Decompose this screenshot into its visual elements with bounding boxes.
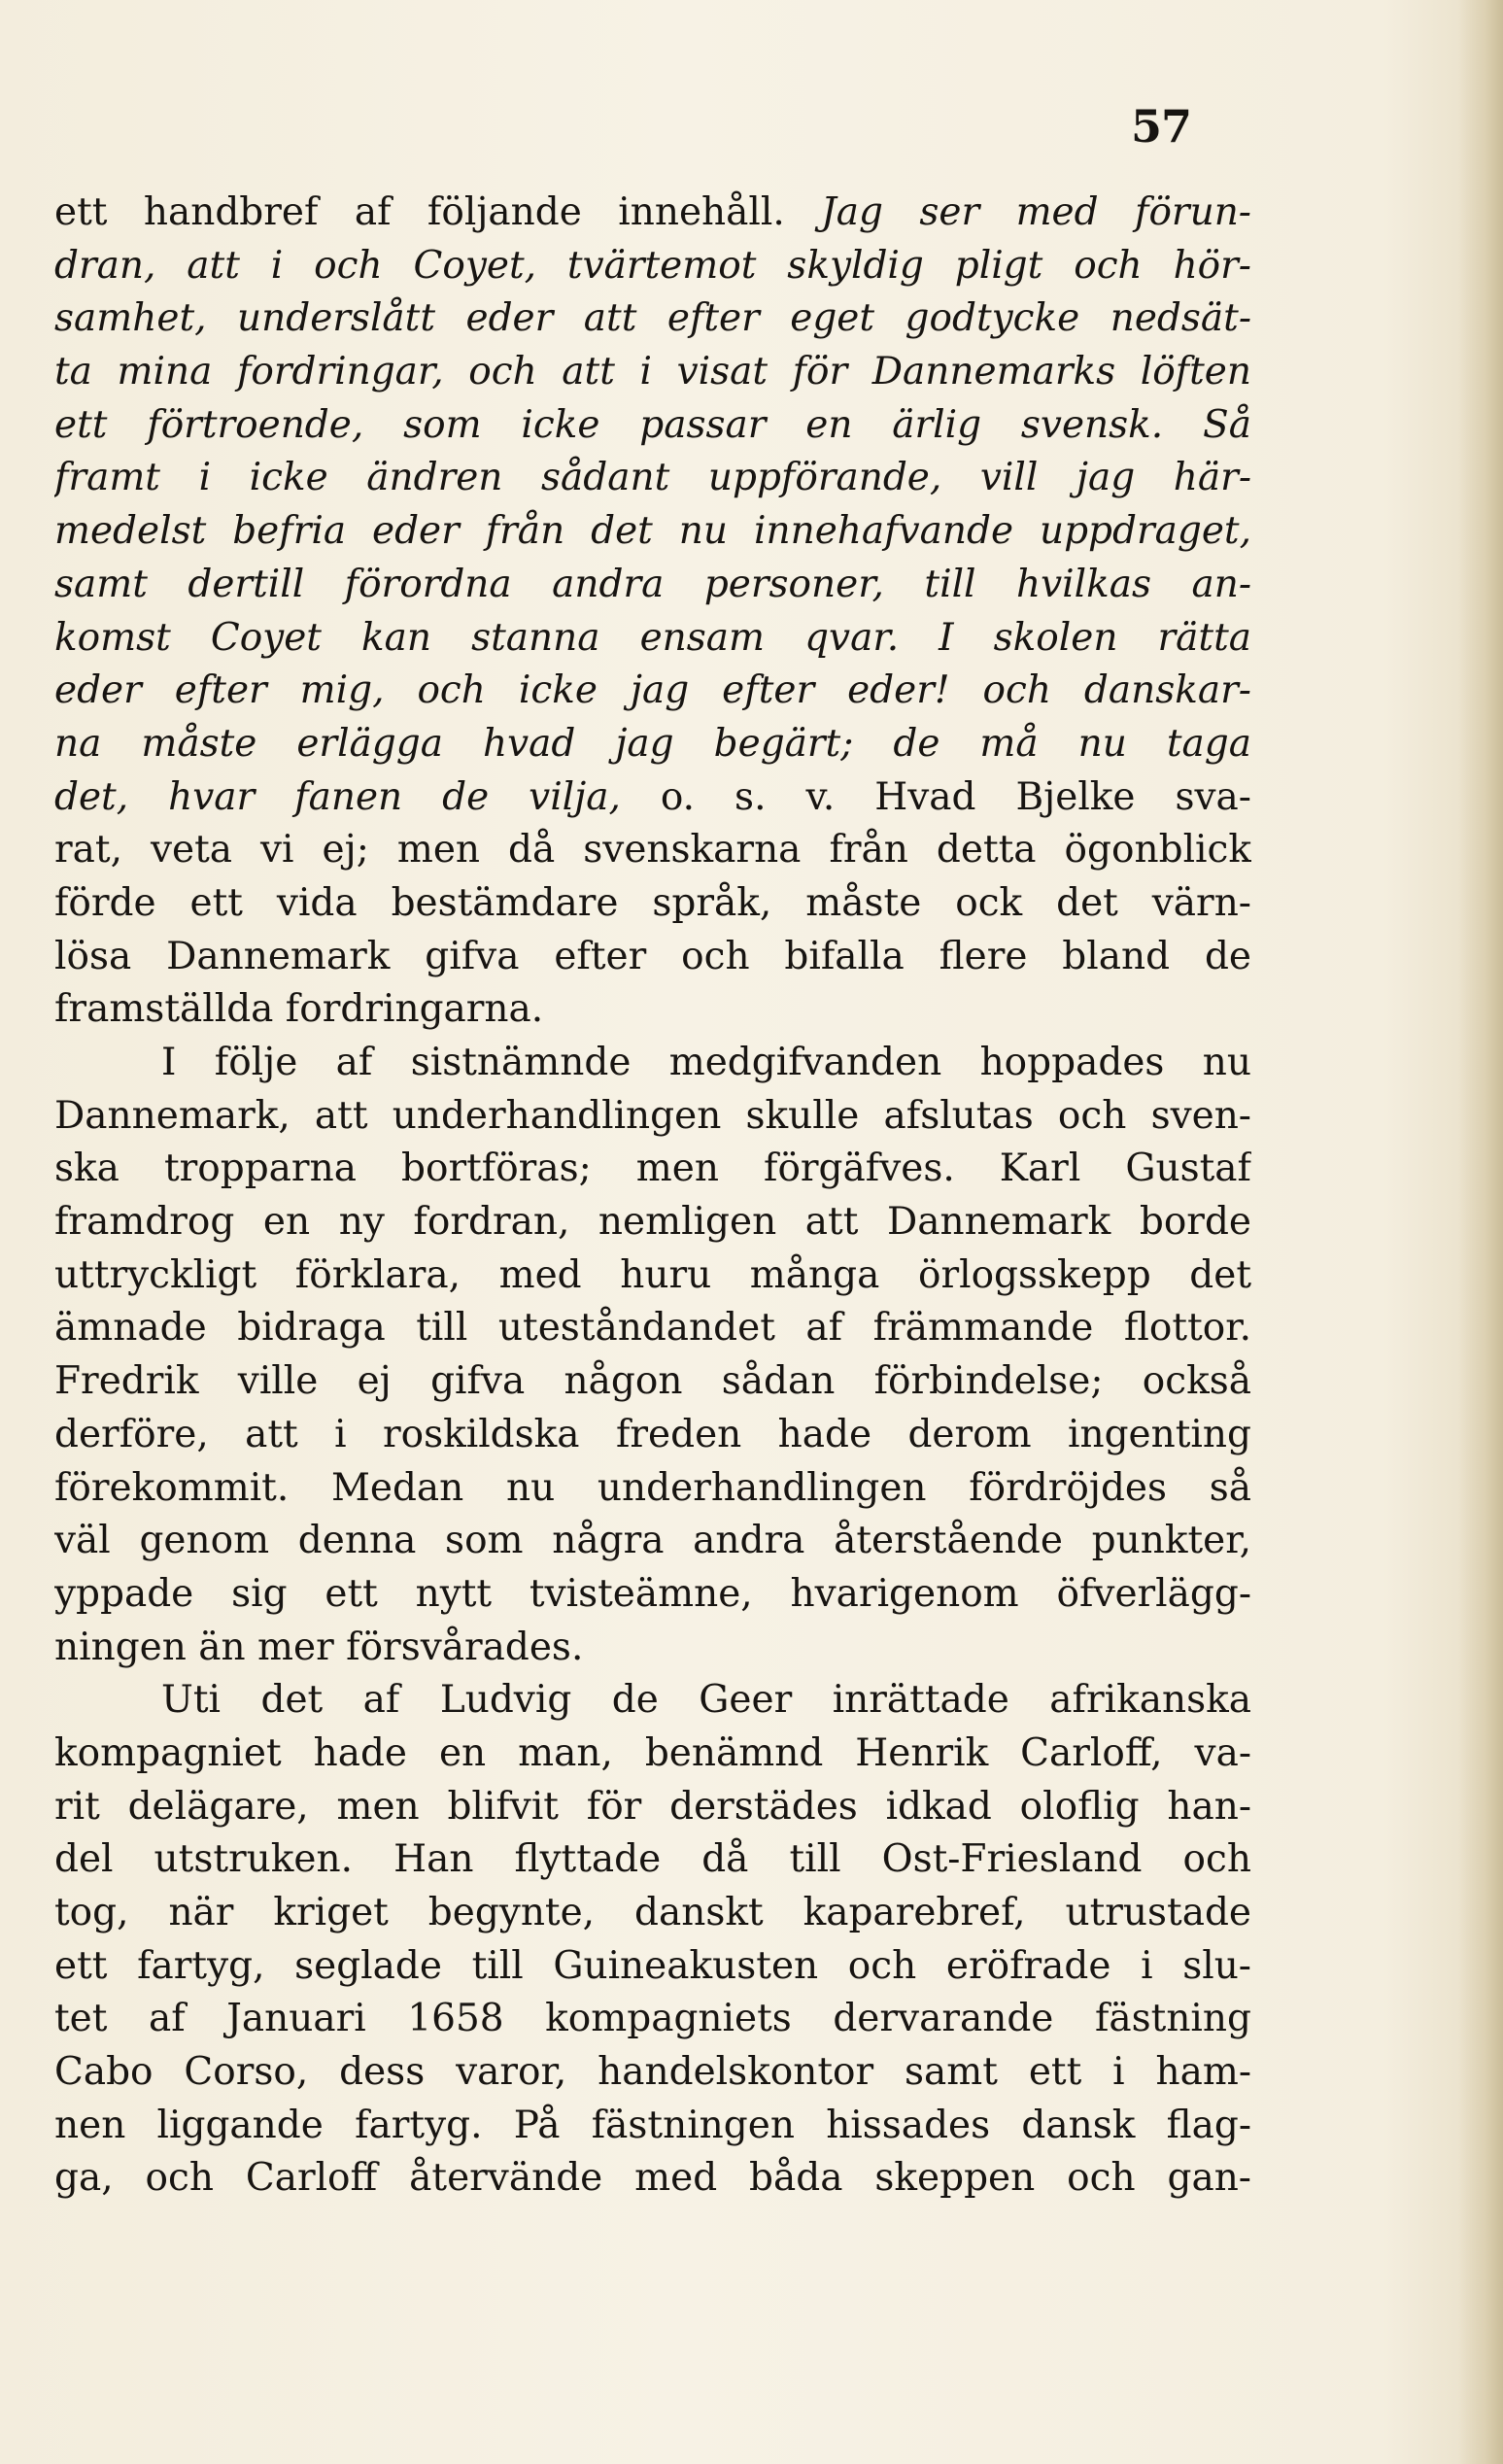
italic-text-segment: framt i icke ändren sådant uppförande, vill jag här-	[54, 456, 1251, 500]
text-line	[54, 292, 1251, 346]
italic-text-segment: dran, att i och Coyet, tvärtemot skyldig pligt och hör-	[54, 243, 1251, 288]
text-line	[54, 931, 1251, 984]
text-line	[54, 1674, 1251, 1728]
text-segment: ämnade bidraga till uteståndandet af främmande flottor.	[54, 1306, 1251, 1351]
text-segment: ningen än mer försvårades.	[54, 1625, 584, 1669]
text-line	[54, 665, 1251, 718]
text-line	[54, 1622, 1251, 1675]
text-line	[54, 559, 1251, 612]
text-line	[54, 877, 1251, 931]
page-edge-shadow	[1458, 0, 1503, 2464]
text-segment: o. s. v. Hvad Bjelke sva-	[660, 774, 1251, 819]
italic-text-segment: eder efter mig, och icke jag efter eder! och danskar-	[54, 668, 1251, 713]
text-segment: lösa Dannemark gifva efter och bifalla flere bland de	[54, 934, 1251, 978]
text-line	[54, 1833, 1251, 1887]
text-line	[54, 771, 1251, 825]
italic-text-segment: det, hvar fanen de vilja,	[54, 774, 661, 819]
text-segment: del utstruken. Han flyttade då till Ost-Friesland och	[54, 1837, 1251, 1882]
text-line	[54, 1568, 1251, 1622]
text-line	[54, 1302, 1251, 1355]
text-segment: tet af Januari 1658 kompagniets dervarande fästning	[54, 1997, 1251, 2041]
text-segment: nen liggande fartyg. På fästningen hissades dansk flag-	[54, 2103, 1251, 2147]
text-segment: förde ett vida bestämdare språk, måste ock det värn-	[54, 880, 1251, 925]
italic-text-segment: samhet, underslått eder att efter eget godtycke nedsät-	[54, 296, 1251, 341]
text-line	[54, 2152, 1251, 2206]
text-line	[54, 1143, 1251, 1196]
text-segment: Cabo Corso, dess varor, handelskontor samt ett i ham-	[54, 2050, 1251, 2095]
text-line	[54, 1249, 1251, 1303]
text-segment: ga, och Carloff återvände med båda skeppen och gan-	[54, 2156, 1251, 2201]
text-segment: Uti det af Ludvig de Geer inrättade afrikanska	[161, 1678, 1251, 1723]
text-line	[54, 187, 1251, 240]
text-segment: rit delägare, men blifvit för derstädes idkad oloflig han-	[54, 1784, 1251, 1829]
italic-text-segment: samt dertill förordna andra personer, till hvilkas an-	[54, 562, 1251, 606]
text-line	[54, 1355, 1251, 1409]
text-line	[54, 1462, 1251, 1516]
text-line	[54, 612, 1251, 666]
text-segment: derföre, att i roskildska freden hade derom ingenting	[54, 1412, 1251, 1456]
text-segment: ett fartyg, seglade till Guineakusten och eröfrade i slu-	[54, 1943, 1251, 1988]
italic-text-segment: ett förtroende, som icke passar en ärlig svensk. Så	[54, 402, 1251, 447]
text-segment: framdrog en ny fordran, nemligen att Dannemark borde	[54, 1200, 1251, 1245]
text-line	[54, 1887, 1251, 1940]
text-line	[54, 452, 1251, 505]
italic-text-segment: ta mina fordringar, och att i visat för Dannemarks löften	[54, 350, 1251, 394]
text-line	[54, 399, 1251, 453]
text-segment: väl genom denna som några andra återstående punkter,	[54, 1519, 1251, 1563]
text-line	[54, 1940, 1251, 1994]
text-line	[54, 346, 1251, 399]
text-line	[54, 1728, 1251, 1781]
text-segment: ska tropparna bortföras; men förgäfves. Karl Gustaf	[54, 1146, 1251, 1191]
text-segment: uttryckligt förklara, med huru många örlogsskepp det	[54, 1252, 1251, 1297]
text-line	[54, 240, 1251, 293]
italic-text-segment: na måste erlägga hvad jag begärt; de må nu taga	[54, 721, 1251, 766]
text-segment: Fredrik ville ej gifva någon sådan förbindelse; också	[54, 1359, 1251, 1404]
text-segment: framställda fordringarna.	[54, 987, 544, 1032]
text-line	[54, 718, 1251, 771]
page-number: 57	[1131, 100, 1192, 153]
text-line	[54, 1037, 1251, 1090]
text-line	[54, 2046, 1251, 2100]
text-line	[54, 824, 1251, 877]
text-segment: ett handbref af följande innehåll.	[54, 190, 822, 234]
text-segment: rat, veta vi ej; men då svenskarna från detta ögonblick	[54, 828, 1251, 873]
text-segment: kompagniet hade en man, benämnd Henrik Carloff, va-	[54, 1730, 1251, 1775]
text-segment: Dannemark, att underhandlingen skulle afslutas och sven-	[54, 1093, 1251, 1138]
italic-text-segment: komst Coyet kan stanna ensam qvar. I skolen rätta	[54, 615, 1251, 660]
text-segment: tog, när kriget begynte, danskt kaparebref, utrustade	[54, 1891, 1251, 1934]
text-segment: I följe af sistnämnde medgifvanden hoppades nu	[161, 1041, 1251, 1084]
text-line	[54, 1409, 1251, 1462]
italic-text-segment: Jag ser med förun-	[821, 190, 1251, 234]
text-line	[54, 2100, 1251, 2153]
text-line	[54, 1196, 1251, 1249]
body-text	[54, 187, 1251, 2206]
text-segment: yppade sig ett nytt tvisteämne, hvarigenom öfverlägg-	[54, 1571, 1251, 1616]
text-segment: förekommit. Medan nu underhandlingen fördröjdes så	[54, 1465, 1251, 1510]
text-line	[54, 1781, 1251, 1834]
text-line	[54, 1090, 1251, 1144]
text-line	[54, 983, 1251, 1037]
italic-text-segment: medelst befria eder från det nu innehafvande uppdraget,	[54, 509, 1251, 554]
text-line	[54, 505, 1251, 559]
text-line	[54, 1515, 1251, 1568]
text-line	[54, 1993, 1251, 2046]
